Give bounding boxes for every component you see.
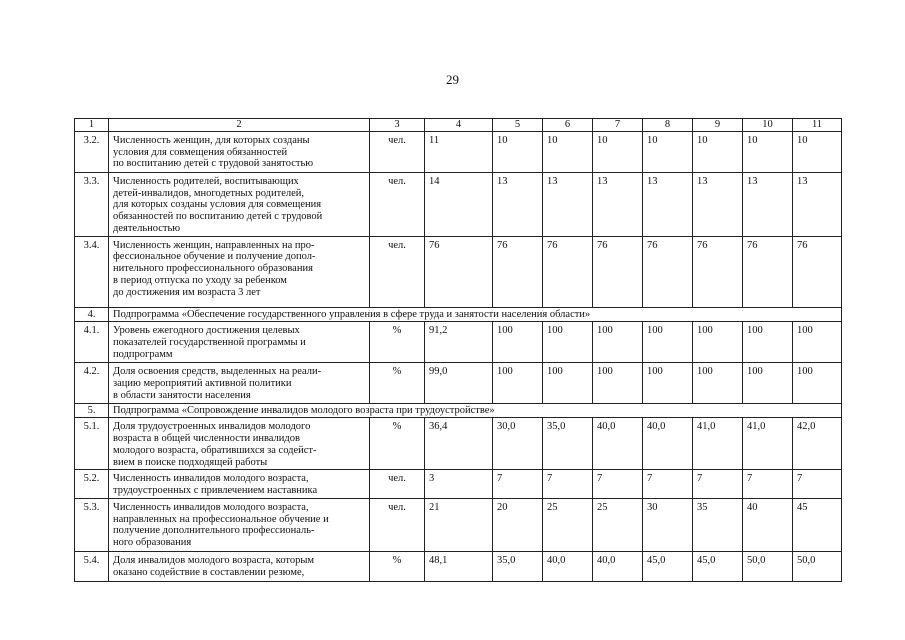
value-cell: 48,1 xyxy=(425,551,493,581)
value-cell: 100 xyxy=(693,363,743,403)
value-cell: 7 xyxy=(643,470,693,499)
table-row xyxy=(75,418,842,470)
table-row xyxy=(75,172,842,236)
unit-cell: % xyxy=(370,551,425,581)
value-cell: 10 xyxy=(793,131,842,172)
value-cell: 76 xyxy=(743,236,793,307)
value-cell: 14 xyxy=(425,172,493,236)
unit-cell: % xyxy=(370,322,425,363)
row-number: 3.2. xyxy=(75,131,109,172)
indicator-name xyxy=(109,131,370,172)
value-cell: 13 xyxy=(693,172,743,236)
table-row xyxy=(75,131,842,172)
row-number: 4. xyxy=(75,307,109,322)
indicator-name-line: фессиональное обучение и получение допол- xyxy=(113,251,316,263)
table-row xyxy=(75,551,842,581)
value-cell: 36,4 xyxy=(425,418,493,470)
value-cell: 76 xyxy=(593,236,643,307)
value-cell: 76 xyxy=(493,236,543,307)
value-cell: 100 xyxy=(743,322,793,363)
value-cell: 50,0 xyxy=(743,551,793,581)
indicator-name-line: в период отпуска по уходу за ребенком xyxy=(113,274,287,286)
value-cell: 13 xyxy=(643,172,693,236)
unit-cell: чел. xyxy=(370,236,425,307)
value-cell: 50,0 xyxy=(793,551,842,581)
value-cell: 13 xyxy=(543,172,593,236)
column-number-cell: 5 xyxy=(493,119,543,132)
table-body xyxy=(75,119,842,582)
table-row xyxy=(75,498,842,551)
value-cell: 35,0 xyxy=(543,418,593,470)
table-row xyxy=(75,236,842,307)
column-number-cell: 1 xyxy=(75,119,109,132)
value-cell: 41,0 xyxy=(743,418,793,470)
value-cell: 35 xyxy=(693,498,743,551)
value-cell: 35,0 xyxy=(493,551,543,581)
value-cell: 40,0 xyxy=(543,551,593,581)
column-number-cell: 9 xyxy=(693,119,743,132)
table-row xyxy=(75,470,842,499)
value-cell: 10 xyxy=(643,131,693,172)
indicator-name-line: детей-инвалидов, многодетных родителей, xyxy=(113,187,305,199)
value-cell: 42,0 xyxy=(793,418,842,470)
indicator-name xyxy=(109,172,370,236)
value-cell: 100 xyxy=(493,363,543,403)
column-number-cell: 8 xyxy=(643,119,693,132)
indicator-name-line: вием в поиске подходящей работы xyxy=(113,456,268,468)
row-number: 5.4. xyxy=(75,551,109,581)
value-cell: 7 xyxy=(543,470,593,499)
column-number-cell: 2 xyxy=(109,119,370,132)
row-number: 5.1. xyxy=(75,418,109,470)
value-cell: 100 xyxy=(793,363,842,403)
value-cell: 76 xyxy=(693,236,743,307)
value-cell: 40,0 xyxy=(593,551,643,581)
subprogram-row xyxy=(75,307,842,322)
indicator-name-line: Численность инвалидов молодого возраста, xyxy=(113,501,309,513)
indicator-name-line: ного образования xyxy=(113,537,192,548)
value-cell: 3 xyxy=(425,470,493,499)
unit-cell: чел. xyxy=(370,470,425,499)
value-cell: 100 xyxy=(493,322,543,363)
value-cell: 25 xyxy=(593,498,643,551)
indicator-name-line: показателей государственной программы и xyxy=(113,337,306,348)
row-number: 4.1. xyxy=(75,322,109,363)
value-cell: 7 xyxy=(793,470,842,499)
column-number-cell: 10 xyxy=(743,119,793,132)
value-cell: 100 xyxy=(693,322,743,363)
value-cell: 45,0 xyxy=(693,551,743,581)
value-cell: 40,0 xyxy=(593,418,643,470)
value-cell: 40 xyxy=(743,498,793,551)
table-row xyxy=(75,322,842,363)
indicator-name xyxy=(109,418,370,470)
indicator-name-line: направленных на профессиональное обучение и xyxy=(113,513,329,525)
indicator-name-line: Доля инвалидов молодого возраста, которым xyxy=(113,554,315,566)
unit-cell: чел. xyxy=(370,131,425,172)
indicator-name-line: получение дополнительного профессиональ- xyxy=(113,525,315,537)
value-cell: 100 xyxy=(593,322,643,363)
page-number: 29 xyxy=(446,72,459,87)
column-number-cell: 4 xyxy=(425,119,493,132)
row-number: 3.3. xyxy=(75,172,109,236)
value-cell: 13 xyxy=(593,172,643,236)
subprogram-title: Подпрограмма «Обеспечение государственного управления в сфере труда и занятости населения области» xyxy=(109,307,842,322)
indicator-name-line: молодого возраста, обратившихся за содейст- xyxy=(113,444,317,456)
value-cell: 10 xyxy=(743,131,793,172)
indicator-name-line: Доля освоения средств, выделенных на реали- xyxy=(113,366,322,378)
value-cell: 45,0 xyxy=(643,551,693,581)
value-cell: 30 xyxy=(643,498,693,551)
indicator-name xyxy=(109,322,370,363)
column-number-row xyxy=(75,119,842,132)
indicator-name-line: Численность женщин, для которых созданы xyxy=(113,134,310,146)
value-cell: 21 xyxy=(425,498,493,551)
value-cell: 100 xyxy=(543,363,593,403)
value-cell: 7 xyxy=(743,470,793,499)
value-cell: 100 xyxy=(743,363,793,403)
indicator-name-line: деятельностью xyxy=(113,222,181,234)
unit-cell: % xyxy=(370,418,425,470)
row-number: 5.2. xyxy=(75,470,109,499)
row-number: 5. xyxy=(75,403,109,418)
value-cell: 100 xyxy=(793,322,842,363)
indicator-name-line: возраста в общей численности инвалидов xyxy=(113,433,300,444)
indicator-name-line: Уровень ежегодного достижения целевых xyxy=(113,325,300,337)
column-number-cell: 3 xyxy=(370,119,425,132)
indicator-name xyxy=(109,551,370,581)
indicator-name-line: нительного профессионального образования xyxy=(113,263,313,274)
value-cell: 20 xyxy=(493,498,543,551)
value-cell: 76 xyxy=(425,236,493,307)
indicator-name-line: подпрограмм xyxy=(113,348,173,360)
column-number-cell: 6 xyxy=(543,119,593,132)
indicator-name-line: Численность инвалидов молодого возраста, xyxy=(113,473,309,485)
value-cell: 45 xyxy=(793,498,842,551)
value-cell: 100 xyxy=(643,363,693,403)
value-cell: 13 xyxy=(793,172,842,236)
value-cell: 91,2 xyxy=(425,322,493,363)
value-cell: 76 xyxy=(643,236,693,307)
column-number-cell: 11 xyxy=(793,119,842,132)
row-number: 3.4. xyxy=(75,236,109,307)
row-number: 5.3. xyxy=(75,498,109,551)
indicator-name-line: трудоустроенных с привлечением наставника xyxy=(113,485,318,496)
indicator-name-line: оказано содействие в составлении резюме, xyxy=(113,566,305,578)
indicator-name-line: Доля трудоустроенных инвалидов молодого xyxy=(113,421,311,433)
indicator-name-line: в области занятости населения xyxy=(113,389,251,401)
value-cell: 100 xyxy=(593,363,643,403)
indicator-name-line: для которых созданы условия для совмещения xyxy=(113,199,322,211)
indicator-name xyxy=(109,498,370,551)
indicator-name-line: обязанностей по воспитанию детей с трудовой xyxy=(113,211,323,222)
value-cell: 7 xyxy=(493,470,543,499)
value-cell: 76 xyxy=(793,236,842,307)
unit-cell: чел. xyxy=(370,498,425,551)
indicator-name-line: по воспитанию детей с трудовой занятостью xyxy=(113,158,314,170)
value-cell: 13 xyxy=(493,172,543,236)
value-cell: 10 xyxy=(493,131,543,172)
column-number-cell: 7 xyxy=(593,119,643,132)
indicator-name-line: Численность родителей, воспитывающих xyxy=(113,175,299,187)
unit-cell: чел. xyxy=(370,172,425,236)
value-cell: 13 xyxy=(743,172,793,236)
indicator-name xyxy=(109,470,370,499)
indicator-name xyxy=(109,363,370,403)
value-cell: 40,0 xyxy=(643,418,693,470)
indicator-name-line: зацию мероприятий активной политики xyxy=(113,378,292,389)
value-cell: 7 xyxy=(593,470,643,499)
indicators-table xyxy=(74,118,842,582)
value-cell: 76 xyxy=(543,236,593,307)
indicator-name xyxy=(109,236,370,307)
value-cell: 10 xyxy=(543,131,593,172)
value-cell: 100 xyxy=(543,322,593,363)
value-cell: 25 xyxy=(543,498,593,551)
subprogram-row xyxy=(75,403,842,418)
indicator-name-line: условия для совмещения обязанностей xyxy=(113,146,288,158)
subprogram-title: Подпрограмма «Сопровождение инвалидов молодого возраста при трудоустройстве» xyxy=(109,403,842,418)
table-row xyxy=(75,363,842,403)
row-number: 4.2. xyxy=(75,363,109,403)
value-cell: 41,0 xyxy=(693,418,743,470)
value-cell: 11 xyxy=(425,131,493,172)
value-cell: 100 xyxy=(643,322,693,363)
value-cell: 99,0 xyxy=(425,363,493,403)
indicator-name-line: до достижения им возраста 3 лет xyxy=(113,286,261,298)
value-cell: 10 xyxy=(693,131,743,172)
value-cell: 10 xyxy=(593,131,643,172)
unit-cell: % xyxy=(370,363,425,403)
indicator-name-line: Численность женщин, направленных на про- xyxy=(113,239,315,251)
value-cell: 7 xyxy=(693,470,743,499)
value-cell: 30,0 xyxy=(493,418,543,470)
